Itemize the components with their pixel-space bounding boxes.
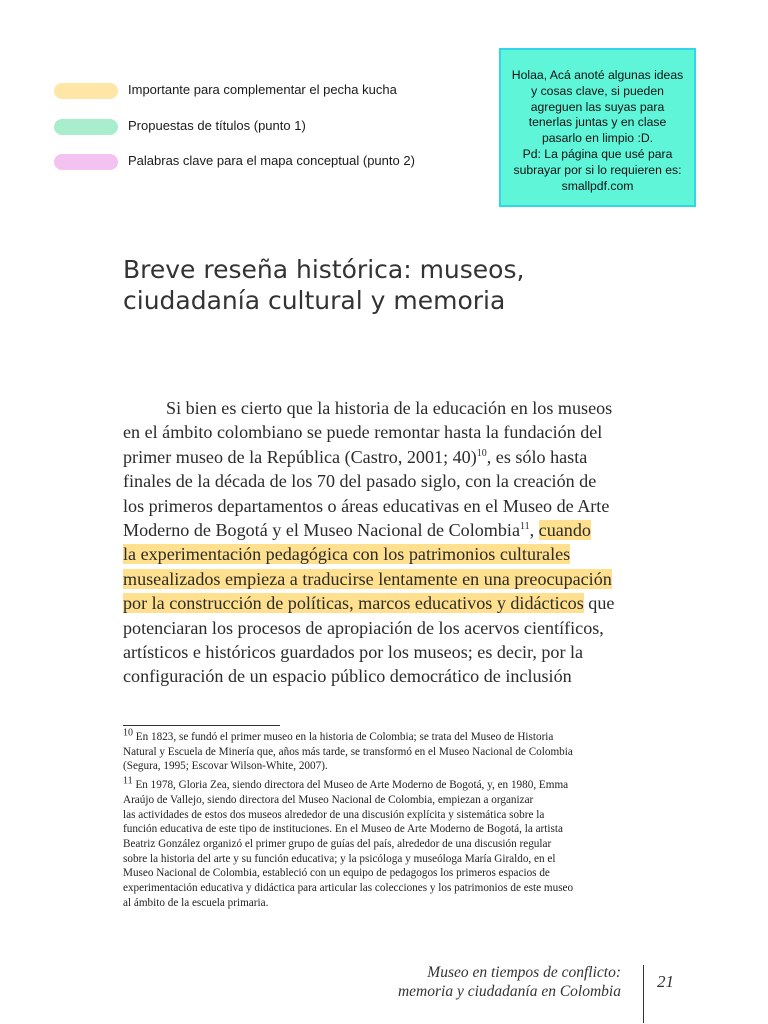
footnote-line	[123, 775, 663, 793]
footnote-line: al ámbito de la escuela primaria.	[123, 896, 269, 909]
footnotes	[123, 727, 663, 914]
text-line: finales de la década de los 70 del pasado siglo, con la creación de	[123, 471, 597, 492]
footnote-line: sobre la historia del arte y su función educativa; y la psicóloga y museóloga María Giraldo, en el	[123, 852, 556, 865]
footnote-line: Beatriz González organizó el primer grupo de guías del país, alrededor de una discusión regular	[123, 837, 552, 850]
legend-swatch-pink	[54, 154, 118, 170]
running-footer	[398, 963, 621, 1001]
section-title-line-1: Breve reseña histórica: museos,	[123, 255, 525, 284]
legend-item-titles	[54, 116, 434, 136]
page-number: 21	[657, 972, 674, 991]
text-line: en el ámbito colombiano se puede remontar hasta la fundación del	[123, 422, 603, 443]
legend-item-keywords	[54, 151, 434, 171]
sticky-note[interactable]	[499, 48, 696, 207]
note-line: pasarlo en limpio :D.	[541, 131, 654, 146]
footer-divider	[643, 965, 644, 1023]
footnote-line: Museo Nacional de Colombia, estableció con un equipo de pedagogos los primeros espacios de	[123, 867, 550, 880]
footnote-11	[123, 775, 663, 910]
footnote-line: función educativa de este tipo de instituciones. En el Museo de Arte Moderno de Bogotá, la artista	[123, 823, 563, 836]
footnote-line	[123, 727, 663, 745]
footnote-ref-10[interactable]: 10	[476, 447, 487, 459]
footnote-text: En 1823, se fundó el primer museo en la historia de Colombia; se trata del Museo de Historia	[133, 731, 554, 743]
note-line: y cosas clave, si pueden	[531, 83, 664, 98]
legend-swatch-green	[54, 119, 118, 135]
footnote-line: (Segura, 1995; Escovar Wilson-White, 2007).	[123, 760, 328, 773]
footnote-line: Araújo de Vallejo, siendo directora del Museo Nacional de Colombia, empiezan a organizar	[123, 793, 534, 806]
footer-line-1: Museo en tiempos de conflicto:	[427, 964, 621, 981]
text-run: , es sólo hasta	[486, 446, 588, 467]
text-run: primer museo de la República (Castro, 2001; 40)	[123, 446, 477, 467]
text-line	[123, 445, 653, 469]
footnote-divider	[123, 725, 280, 726]
note-line: subrayar por si lo requieren es:	[513, 162, 682, 177]
section-title-line-2: ciudadanía cultural y memoria	[123, 286, 506, 315]
footnote-line: las actividades de estos dos museos alrededor de una discusión explícita y sistemática sobre la	[123, 808, 545, 821]
note-line: smallpdf.com	[561, 178, 634, 193]
footer-line-2: memoria y ciudadanía en Colombia	[397, 983, 621, 1000]
highlighted-text[interactable]: la experimentación pedagógica con los patrimonios culturales	[123, 544, 571, 565]
footnote-10	[123, 727, 663, 774]
footnote-number: 11	[123, 775, 133, 787]
highlighted-text[interactable]: cuando	[538, 519, 591, 540]
text-line	[123, 591, 653, 615]
text-line: potenciaran los procesos de apropiación de los acervos científicos,	[123, 617, 604, 638]
footnote-number: 10	[123, 727, 133, 739]
text-line: configuración de un espacio público democrático de inclusión	[123, 666, 572, 687]
text-line: los primeros departamentos o áreas educativas en el Museo de Arte	[123, 495, 610, 516]
legend-swatch-yellow	[54, 83, 118, 99]
footnote-ref-11[interactable]: 11	[519, 520, 530, 532]
note-line: Holaa, Acá anoté algunas ideas	[511, 68, 684, 82]
section-title	[123, 254, 663, 316]
legend-item-important	[54, 80, 434, 100]
highlighted-text[interactable]: por la construcción de políticas, marcos educativos y didácticos	[123, 593, 584, 614]
text-line: Si bien es cierto que la historia de la educación en los museos	[166, 398, 613, 418]
text-run: ,	[529, 519, 539, 540]
text-line	[123, 567, 653, 591]
text-run: que	[583, 593, 615, 614]
text-line: artísticos e históricos guardados por los museos; es decir, por la	[123, 641, 584, 662]
text-line	[123, 518, 653, 542]
text-run: Moderno de Bogotá y el Museo Nacional de Colombia	[123, 519, 520, 540]
note-line: agreguen las suyas para	[530, 99, 665, 114]
text-line	[123, 542, 653, 566]
footnote-line: experimentación educativa y didáctica para articular las colecciones y los patrimonios de este museo	[123, 882, 574, 895]
note-line: Pd: La página que usé para	[522, 146, 673, 161]
legend-label-titles: Propuestas de títulos (punto 1)	[128, 118, 306, 133]
highlighted-text[interactable]: musealizados empieza a traducirse lentamente en una preocupación	[123, 568, 612, 589]
legend-label-keywords: Palabras clave para el mapa conceptual (punto 2)	[128, 153, 415, 168]
footnote-text: En 1978, Gloria Zea, siendo directora del Museo de Arte Moderno de Bogotá, y, en 1980, Emma	[132, 779, 569, 792]
body-paragraph	[123, 396, 653, 689]
legend-label-important: Importante para complementar el pecha kucha	[128, 82, 397, 97]
footnote-line: Natural y Escuela de Minería que, años más tarde, se transformó en el Museo Nacional de Colombia	[123, 745, 573, 758]
note-line: tenerlas juntas y en clase	[528, 115, 667, 130]
